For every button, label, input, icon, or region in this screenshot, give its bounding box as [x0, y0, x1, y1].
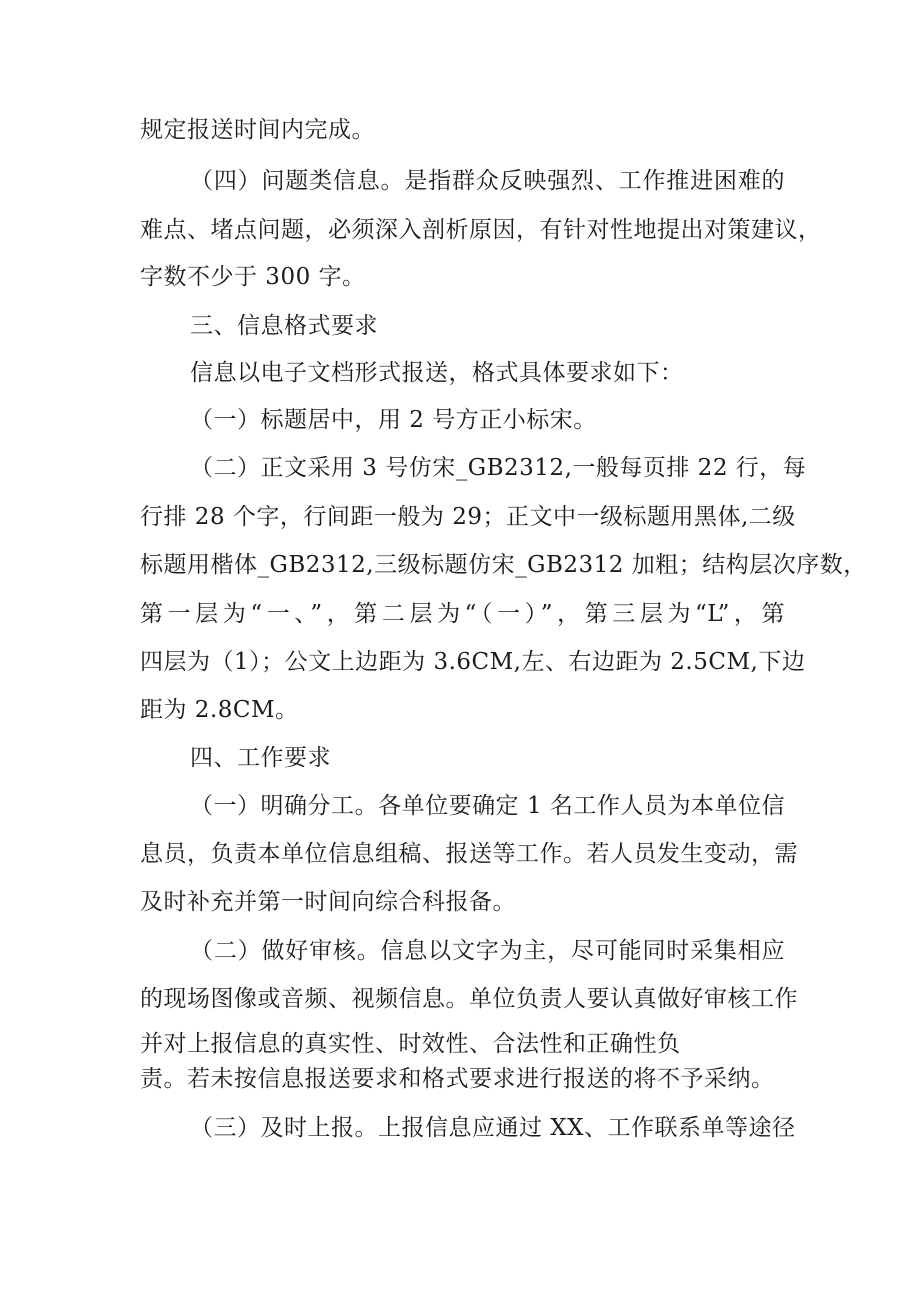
text-line: 息员，负责本单位信息组稿、报送等工作。若人员发生变动，需 — [140, 841, 798, 867]
text-line: 四层为（1）；公文上边距为 3.6CM,左、右边距为 2.5CM,下边 — [140, 649, 806, 675]
text-line: 信息以电子文档形式报送，格式具体要求如下： — [190, 360, 684, 386]
text-line: （三）及时上报。上报信息应通过 XX、工作联系单等途径 — [190, 1115, 796, 1141]
text-line: （四）问题类信息。是指群众反映强烈、工作推进困难的 — [190, 168, 785, 194]
text-line: 责。若未按信息报送要求和格式要求进行报送的将不予采纳。 — [140, 1066, 775, 1092]
section-heading: 四、工作要求 — [190, 745, 331, 771]
text-line: 行排 28 个字，行间距一般为 29；正文中一级标题用黑体,二级 — [140, 504, 796, 530]
text-line: （二）正文采用 3 号仿宋_GB2312,一般每页排 22 行，每 — [190, 455, 807, 481]
text-line: 标题用楷体_GB2312,三级标题仿宋_GB2312 加粗；结构层次序数， — [140, 552, 867, 578]
text-line: （一）明确分工。各单位要确定 1 名工作人员为本单位信 — [190, 793, 785, 819]
text-line: 规定报送时间内完成。 — [140, 117, 375, 143]
text-line: 难点、堵点问题，必须深入剖析原因，有针对性地提出对策建议， — [140, 217, 822, 243]
section-heading: 三、信息格式要求 — [190, 313, 378, 339]
text-line: 及时补充并第一时间向综合科报备。 — [140, 889, 516, 915]
text-line: 第一层为“一、”，第二层为“（一）”，第三层为“L”，第 — [140, 601, 785, 627]
text-line: 并对上报信息的真实性、时效性、合法性和正确性负 — [140, 1031, 681, 1057]
text-line: 字数不少于 300 字。 — [140, 264, 366, 290]
text-line: 距为 2.8CM。 — [140, 697, 299, 723]
text-line: （一）标题居中，用 2 号方正小标宋。 — [190, 407, 597, 433]
text-line: 的现场图像或音频、视频信息。单位负责人要认真做好审核工作 — [140, 986, 798, 1012]
text-line: （二）做好审核。信息以文字为主，尽可能同时采集相应 — [190, 938, 785, 964]
